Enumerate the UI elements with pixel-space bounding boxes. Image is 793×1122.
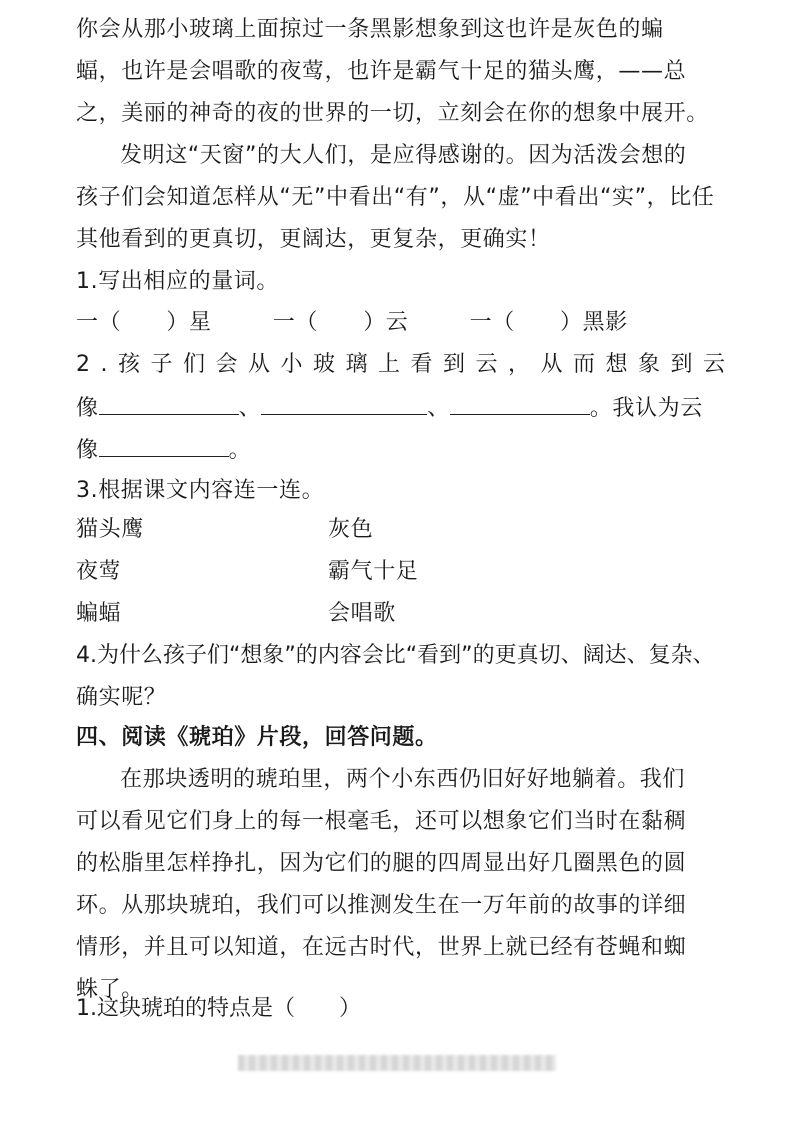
passage-line: 孩子们会知道怎样从“无”中看出“有”，从“虚”中看出“实”，比任 [76, 185, 715, 210]
passage-line: 情形，并且可以知道，在远古时代，世界上就已经有苍蝇和蜘 [76, 935, 687, 960]
question-3-title: 3.根据课文内容连一连。 [76, 478, 325, 503]
measure-word-item: 一（ ）云 [272, 310, 409, 335]
answer-blank[interactable] [261, 392, 427, 415]
match-row [76, 557, 718, 587]
question-1-title: 1.写出相应的量词。 [76, 269, 279, 294]
measure-word-item: 一（ ）星 [76, 310, 212, 335]
question-4-line: 4.为什么孩子们“想象”的内容会比“看到”的更真切、阔达、复杂、 [76, 643, 715, 668]
passage-line: 可以看见它们身上的每一根毫毛，还可以想象它们当时在黏稠 [76, 809, 687, 834]
match-left-item[interactable]: 猫头鹰 [76, 517, 144, 542]
question-2-blanks-2: 像 。 [76, 434, 718, 466]
match-left-item[interactable]: 蝙蝠 [76, 601, 122, 626]
answer-blank[interactable] [450, 392, 590, 415]
question-2-blanks: 像 、 、 。我认为云 [76, 392, 718, 424]
match-right-item[interactable]: 灰色 [328, 517, 374, 542]
passage-line: 环。从那块琥珀，我们可以推测发生在一万年前的故事的详细 [76, 893, 687, 918]
cut-off-question: 1.这块琥珀的特点是（ ） [76, 996, 361, 1021]
passage-line: 在那块透明的琥珀里，两个小东西仍旧好好地躺着。我们 [120, 767, 686, 792]
section-heading: 四、阅读《琥珀》片段，回答问题。 [76, 725, 438, 750]
match-row [76, 599, 718, 629]
answer-blank[interactable] [99, 392, 239, 415]
passage-line: 蝠，也许是会唱歌的夜莺，也许是霸气十足的猫头鹰，——总 [76, 59, 687, 84]
passage-line: 之，美丽的神奇的夜的世界的一切，立刻会在你的想象中展开。 [76, 101, 709, 126]
match-left-item[interactable]: 夜莺 [76, 559, 122, 584]
question-2-line: 2.孩子们会从小玻璃上看到云，从而想象到云 [76, 352, 736, 377]
match-row [76, 515, 718, 545]
match-right-item[interactable]: 霸气十足 [328, 559, 419, 584]
passage-line: 你会从那小玻璃上面掠过一条黑影想象到这也许是灰色的蝙 [76, 17, 664, 42]
match-right-item[interactable]: 会唱歌 [328, 601, 396, 626]
passage-line: 的松脂里怎样挣扎，因为它们的腿的四周显出好几圈黑色的圆 [76, 851, 687, 876]
passage-line: 蛛了。 [76, 977, 144, 1002]
passage-line: 其他看到的更真切，更阔达，更复杂，更确实！ [76, 227, 551, 252]
answer-blank[interactable] [99, 434, 229, 457]
question-4-line: 确实呢？ [76, 685, 167, 710]
passage-line: 发明这“天窗”的大人们，是应得感谢的。因为活泼会想的 [120, 143, 687, 168]
blurred-footer [238, 1055, 556, 1071]
question-1-items [76, 308, 718, 338]
measure-word-item: 一（ ）黑影 [469, 310, 628, 335]
